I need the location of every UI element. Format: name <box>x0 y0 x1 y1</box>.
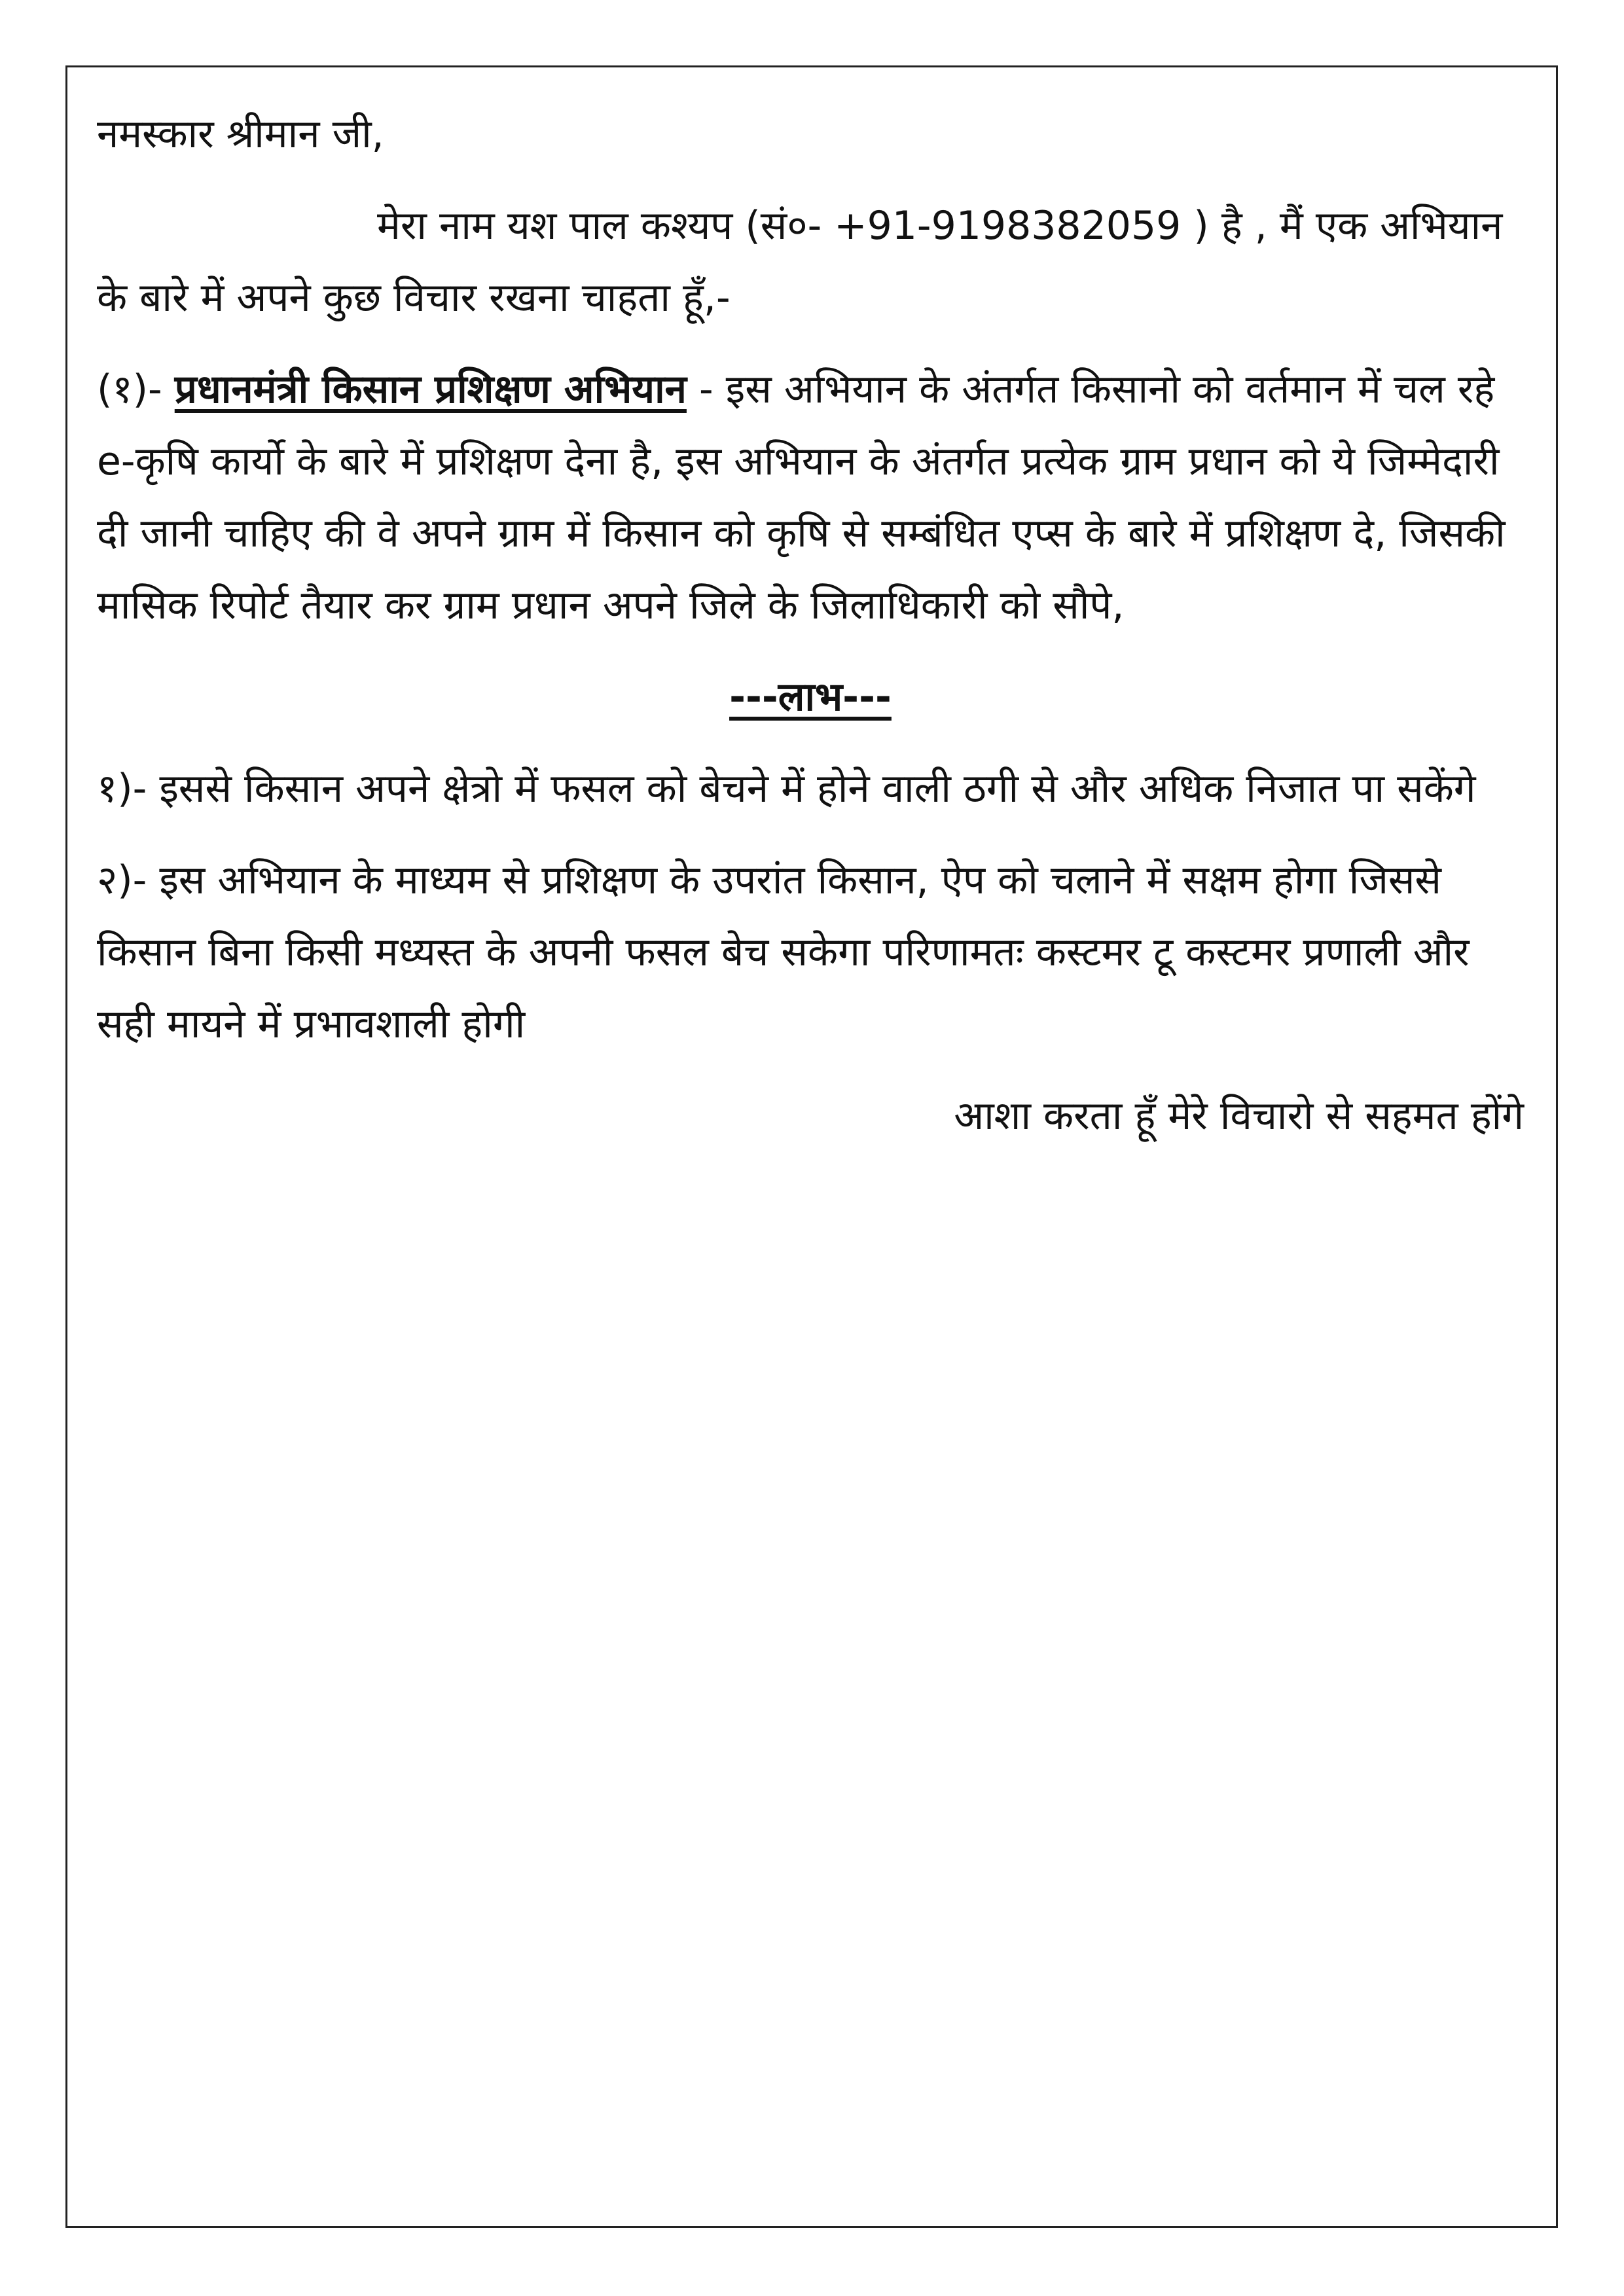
closing-line: आशा करता हूँ मेरे विचारो से सहमत होंगे <box>954 1093 1524 1139</box>
benefit-item-1: १)- इससे किसान अपने क्षेत्रो में फसल को बेचने में होने वाली ठगी से और अधिक निजात पा सकेंगे <box>97 766 1476 812</box>
intro-paragraph: मेरा नाम यश पाल कश्यप (सं०- +91-9198382059 ) है , मैं एक अभियान के बारे में अपने कुछ विचार रखना चाहता हूँ,- <box>97 203 1503 321</box>
point-one-text: - इस अभियान के अंतर्गत किसानो को वर्तमान में चल रहे e-कृषि कार्यो के बारे में प्रशिक्षण देना है, इस अभियान के अंतर्गत प्रत्येक ग्राम प्रधान को ये जिम्मेदारी दी जानी चाहिए की वे अपने ग्राम में किसान को कृषि से सम्बंधित एप्स के बारे में प्रशिक्षण दे, जिसकी मासिक रिपोर्ट तैयार कर ग्राम प्रधान अपने जिले के जिलाधिकारी को सौपे, <box>97 367 1506 628</box>
benefit-item-2: २)- इस अभियान के माध्यम से प्रशिक्षण के उपरांत किसान, ऐप को चलाने में सक्षम होगा जिससे किसान बिना किसी मध्यस्त के अपनी फसल बेच सकेगा परिणामतः कस्टमर टू कस्टमर प्रणाली और सही मायने में प्रभावशाली होगी <box>97 857 1470 1047</box>
benefits-heading: ---लाभ--- <box>729 674 892 720</box>
letter-body <box>97 98 1524 1191</box>
salutation: नमस्कार श्रीमान जी, <box>97 111 384 157</box>
scheme-title: प्रधानमंत्री किसान प्रशिक्षण अभियान <box>174 367 687 412</box>
point-one-paragraph <box>97 353 1524 641</box>
point-one-number: (१)- <box>97 367 175 412</box>
